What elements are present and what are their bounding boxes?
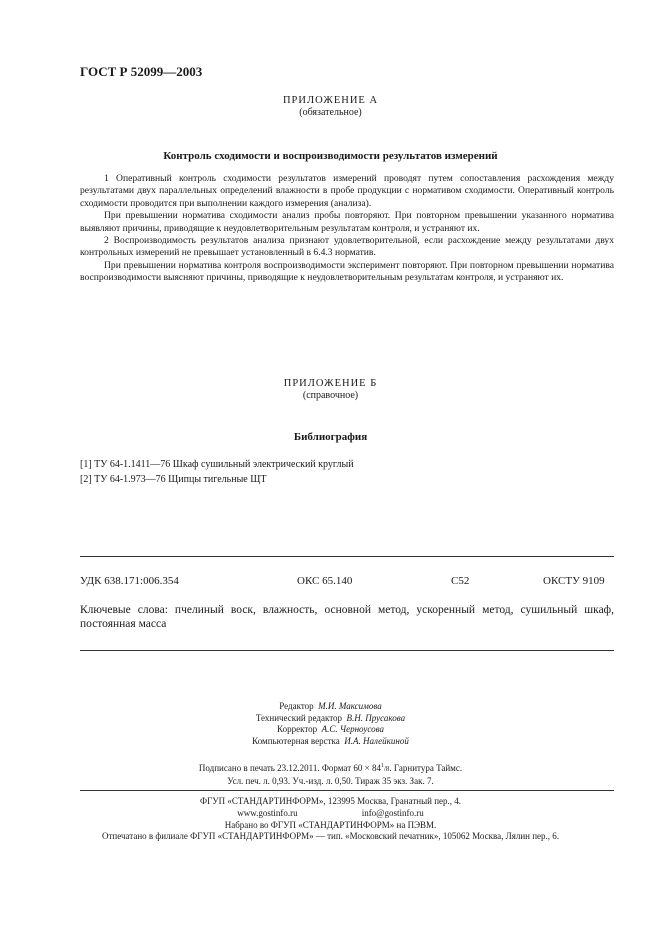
email-link[interactable]: info@gostinfo.ru <box>361 807 424 818</box>
typeset-note: Набрано во ФГУП «СТАНДАРТИНФОРМ» на ПЭВМ. <box>224 819 437 830</box>
print-info-line: Подписано в печать 23.12.2011. Формат $60 \times 84^1/8$. Гарнитура Таймс. <box>198 763 463 773</box>
appendix-a-body <box>80 173 614 285</box>
appendix-a-title: ПРИЛОЖЕНИЕ А <box>282 95 379 106</box>
document-number: ГОСТ Р 52099—2003 <box>80 64 203 79</box>
divider <box>80 556 614 557</box>
paragraph: 2 Воспроизводимость результатов анализа признают удовлетворительной, если расхождение между результатами двух контрольных измерений не превышает установленный в 6.4.3 норматив. <box>80 235 614 259</box>
bibliography-list <box>80 457 354 487</box>
credit-layout: Компьютерная верстка И.А. Налейкиной <box>252 735 409 746</box>
printed-note: Отпечатано в филиале ФГУП «СТАНДАРТИНФОРМ» — тип. «Московский печатник», 105062 Москва, Лялин пер., 6. <box>101 831 560 842</box>
paragraph: При превышении норматива сходимости анализ пробы повторяют. При повторном превышении указанного норматива выявляют причины, приводящие к неудовлетворительным результатам контроля, и устраняют их. <box>80 210 614 234</box>
bibliography-item: [1] ТУ 64-1.1411—76 Шкаф сушильный электрический круглый <box>80 459 354 470</box>
appendix-a-heading: Контроль сходимости и воспроизводимости результатов измерений <box>163 150 498 162</box>
appendix-b-heading: Библиография <box>293 431 368 443</box>
udk-code: УДК 638.171:006.354 <box>80 575 179 587</box>
divider <box>80 650 614 651</box>
paragraph: 1 Оперативный контроль сходимости результатов измерений проводят путем сопоставления расхождения между результатами двух параллельных определений влажности в пробе продукции с нормативом сходимости. Оперативный контроль сходимости проводится при выполнении каждого измерения (анализа). <box>80 173 614 209</box>
print-info-line: Усл. печ. л. 0,93. Уч.-изд. л. 0,50. Тираж 35 экз. Зак. 7. <box>227 775 434 786</box>
oks-code: ОКС 65.140 <box>297 575 353 587</box>
credit-corrector: Корректор А.С. Черноусова <box>277 724 384 735</box>
print-info <box>0 761 661 787</box>
category-code: С52 <box>451 575 470 587</box>
divider <box>80 790 614 791</box>
publisher-footer <box>0 796 661 843</box>
paragraph: При превышении норматива контроля воспроизводимости эксперимент повторяют. При повторном превышении норматива воспроизводимости выясняют причины, приводящие к неудовлетворительным результатам контроля, и устраняют их. <box>80 259 614 284</box>
credits <box>0 701 661 747</box>
publisher-contacts <box>0 808 661 820</box>
appendix-b-subtitle: (справочное) <box>302 390 359 401</box>
appendix-b-title: ПРИЛОЖЕНИЕ Б <box>283 378 378 389</box>
credit-tech-editor: Технический редактор В.Н. Прусакова <box>255 712 406 723</box>
website-link[interactable]: www.gostinfo.ru <box>237 807 298 818</box>
publisher-address: ФГУП «СТАНДАРТИНФОРМ», 123995 Москва, Гранатный пер., 4. <box>199 796 462 806</box>
okstu-code: ОКСТУ 9109 <box>543 575 605 587</box>
bibliography-item: [2] ТУ 64-1.973—76 Щипцы тигельные ЩТ <box>80 474 267 485</box>
credit-editor: Редактор М.И. Максимова <box>279 701 382 711</box>
appendix-a-subtitle: (обязательное) <box>299 107 362 118</box>
keywords: Ключевые слова: пчелиный воск, влажность, основной метод, ускоренный метод, сушильный шкаф, постоянная масса <box>80 604 614 630</box>
